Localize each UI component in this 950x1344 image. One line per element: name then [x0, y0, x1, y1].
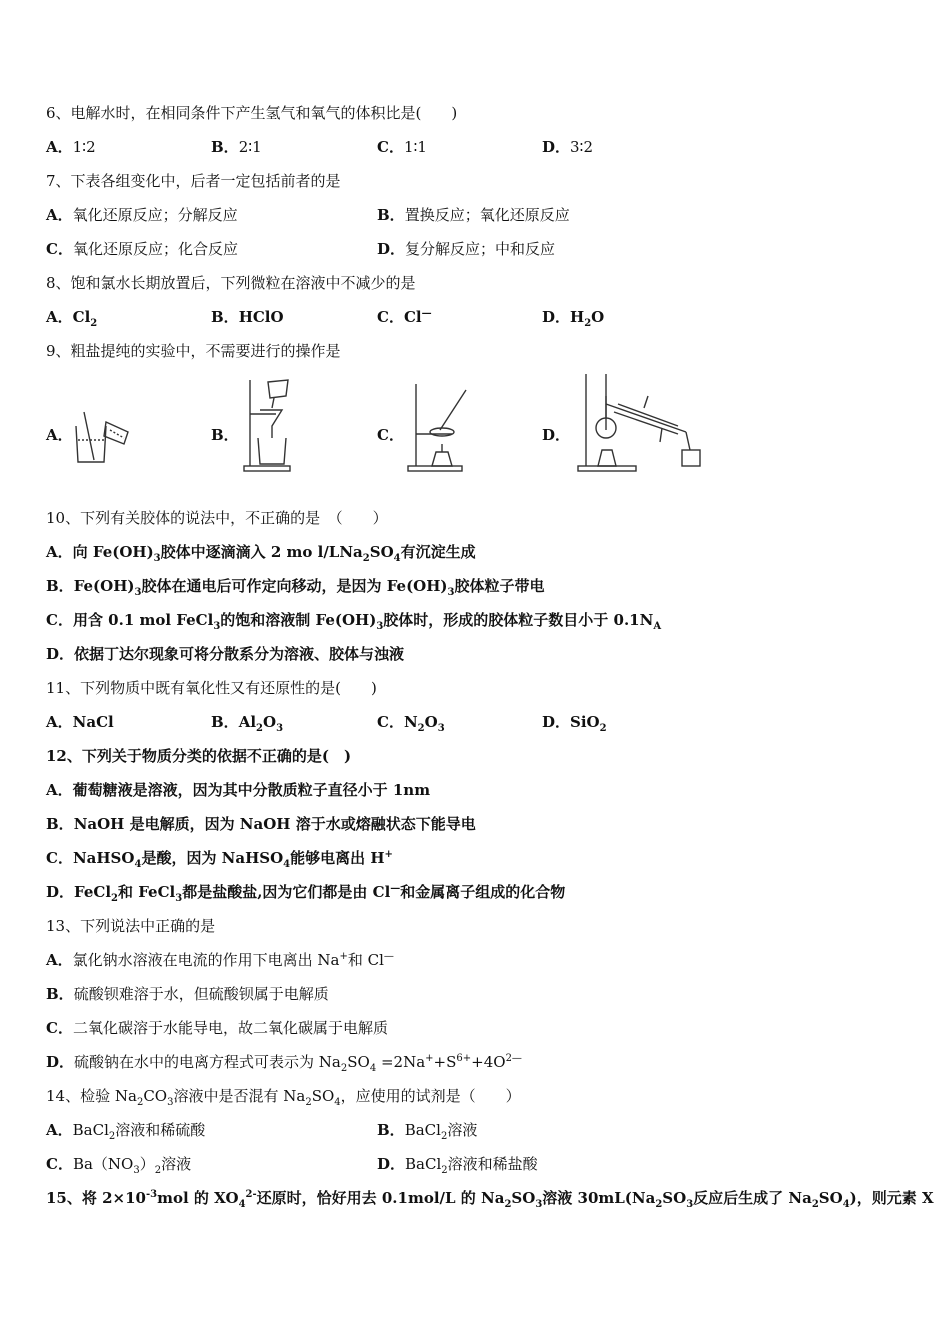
option-d[interactable]: D．BaCl$_2$溶液和稀盐酸: [377, 1155, 538, 1176]
question-6-stem: 6、电解水时，在相同条件下产生氢气和氧气的体积比是( ): [46, 104, 458, 122]
question-12-option-d[interactable]: D．FeCl$_2$和 FeCl$_3$都是盐酸盐,因为它们都是由 Cl—和金属离子组成的化合物: [46, 883, 566, 904]
option-c[interactable]: C．$Ba(NO_3)_2$溶液: [46, 1155, 192, 1176]
filtration-apparatus-figure: [238, 374, 298, 478]
question-7-stem: 7、下表各组变化中，后者一定包括前者的是: [46, 172, 341, 190]
question-13-option-a[interactable]: A．氯化钠水溶液在电流的作用下电离出 Na+和 Cl—: [46, 951, 394, 969]
option-a[interactable]: A．$Cl_2$: [46, 308, 98, 329]
question-15-stem: 15、将 $2\times 10^{-3}mol$ 的 $XO_4^{2-}$还原时，恰好用去 0.1mol/L 的 $Na_2SO_3$溶液 $30mL(Na_2SO_3$反应后生成了 $Na_2SO_4$)，则元素 X: [46, 1189, 934, 1210]
option-a[interactable]: A．氧化还原反应；分解反应: [46, 206, 238, 224]
option-d[interactable]: D．复分解反应；中和反应: [377, 240, 556, 258]
question-10-stem: 10、下列有关胶体的说法中，不正确的是 （ ）: [46, 509, 388, 527]
question-14-options-cd: [46, 1153, 906, 1175]
question-8-stem: 8、饱和氯水长期放置后，下列微粒在溶液中不减少的是: [46, 274, 416, 292]
question-9-options: [46, 424, 906, 446]
question-10-option-c[interactable]: C．用含 0.1 mol FeCl$_3$的饱和溶液制 $Fe(OH)_3$胶体时，形成的胶体粒子数目小于 $0.1N_A$: [46, 611, 662, 632]
question-12-stem: 12、下列关于物质分类的依据不正确的是( ): [46, 747, 352, 765]
question-7-options-ab: [46, 204, 906, 226]
question-10-option-a[interactable]: A．向 $Fe(OH)_3$胶体中逐滴滴入 2 mo $l/LNa_2SO_4$有沉淀生成: [46, 543, 476, 564]
option-a[interactable]: A．1∶2: [46, 138, 96, 156]
option-b[interactable]: B．BaCl$_2$溶液: [377, 1121, 478, 1142]
question-13-stem: 13、下列说法中正确的是: [46, 917, 216, 935]
option-d[interactable]: D．3∶2: [542, 138, 594, 156]
option-b[interactable]: B．$Al_2O_3$: [211, 713, 284, 734]
question-6-options: [46, 136, 906, 158]
question-11-stem: 11、下列物质中既有氧化性又有还原性的是( ): [46, 679, 377, 697]
option-b[interactable]: B．2∶1: [211, 138, 262, 156]
option-c[interactable]: C．氧化还原反应；化合反应: [46, 240, 238, 258]
option-c[interactable]: C．Cl—: [377, 308, 432, 326]
dissolving-apparatus-figure: [70, 400, 134, 472]
question-13-option-c[interactable]: C．二氧化碳溶于水能导电，故二氧化碳属于电解质: [46, 1019, 388, 1037]
question-14-stem: 14、检验 $Na_2CO_3$溶液中是否混有 $Na_2SO_4$，应使用的试剂是（ ）: [46, 1087, 521, 1108]
option-d[interactable]: D．$H_2O$: [542, 308, 605, 329]
question-14-options-ab: [46, 1119, 906, 1141]
option-b[interactable]: B．HClO: [211, 308, 284, 326]
question-13-option-d[interactable]: D．硫酸钠在水中的电离方程式可表示为 $Na_2SO_4 =2Na^++S^{6+}+4O^{2—}$: [46, 1053, 522, 1074]
question-8-options: [46, 306, 906, 328]
question-12-option-b[interactable]: B．NaOH 是电解质，因为 NaOH 溶于水或熔融状态下能导电: [46, 815, 476, 833]
question-7-options-cd: [46, 238, 906, 260]
question-9-stem: 9、粗盐提纯的实验中，不需要进行的操作是: [46, 342, 341, 360]
question-10-option-b[interactable]: B．$Fe(OH)_3$胶体在通电后可作定向移动，是因为 $Fe(OH)_3$胶体粒子带电: [46, 577, 545, 598]
option-c[interactable]: C．$N_2O_3$: [377, 713, 445, 734]
evaporation-apparatus-figure: [404, 380, 472, 478]
option-a[interactable]: A．BaCl$_2$溶液和稀硫酸: [46, 1121, 206, 1142]
question-12-option-c[interactable]: C．NaHSO$_4$是酸，因为 NaHSO$_4$能够电离出 H+: [46, 849, 393, 870]
question-10-option-d[interactable]: D．依据丁达尔现象可将分散系分为溶液、胶体与浊液: [46, 645, 405, 663]
option-c[interactable]: C．1∶1: [377, 138, 427, 156]
option-d[interactable]: D．SiO$_2$: [542, 713, 607, 734]
option-b[interactable]: B．: [211, 426, 239, 444]
option-b[interactable]: B．置换反应；氧化还原反应: [377, 206, 570, 224]
option-a[interactable]: A．NaCl: [46, 713, 114, 731]
question-13-option-b[interactable]: B．硫酸钡难溶于水，但硫酸钡属于电解质: [46, 985, 329, 1003]
question-11-options: [46, 711, 906, 733]
distillation-apparatus-figure: [574, 370, 706, 478]
option-d[interactable]: D．: [542, 426, 571, 444]
question-12-option-a[interactable]: A．葡萄糖液是溶液，因为其中分散质粒子直径小于 1nm: [46, 781, 431, 799]
option-c[interactable]: C．: [377, 426, 404, 444]
option-a[interactable]: A．: [46, 426, 73, 444]
